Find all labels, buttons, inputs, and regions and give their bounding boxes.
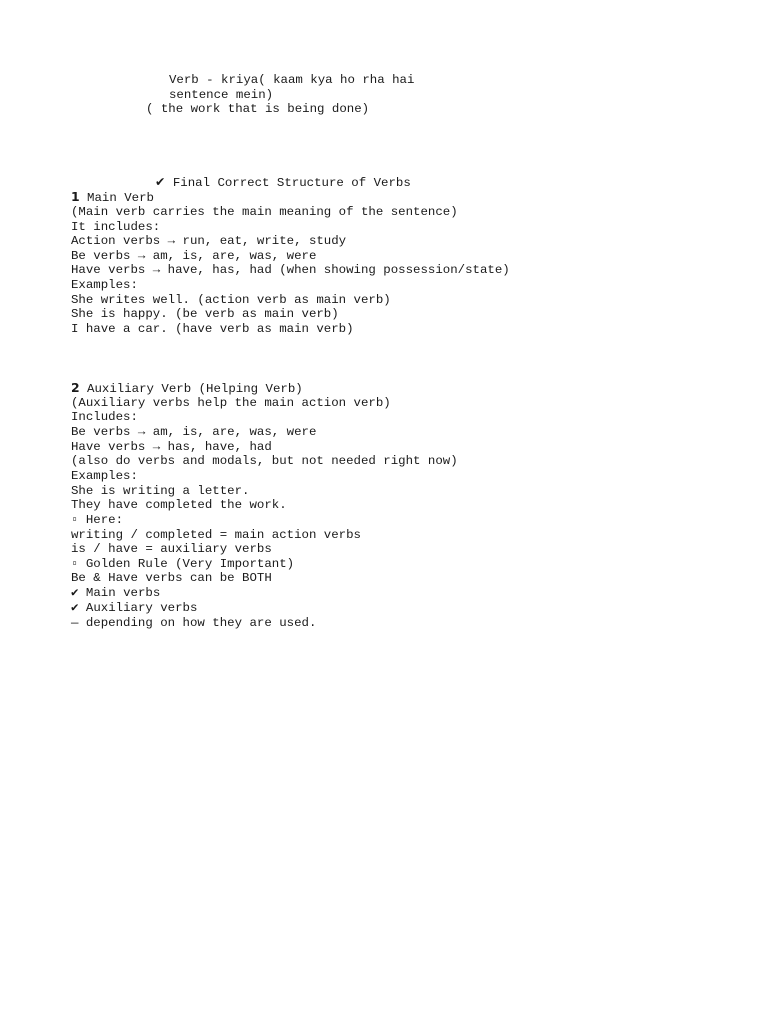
auxiliary-verb-line: Be & Have verbs can be BOTH [71, 571, 272, 585]
auxiliary-verb-line: (Auxiliary verbs help the main action verb) [71, 396, 391, 410]
main-verb-line: Examples: [71, 278, 138, 292]
auxiliary-verb-line: ✔ Main verbs [71, 586, 161, 600]
main-verb-line: She is happy. (be verb as main verb) [71, 307, 339, 321]
header-line-1: Verb - kriya( kaam kya ho rha hai [169, 73, 415, 87]
main-verb-line: She writes well. (action verb as main verb) [71, 293, 391, 307]
auxiliary-verb-line: ▫ Here: [71, 513, 124, 527]
auxiliary-verb-line: is / have = auxiliary verbs [71, 542, 272, 556]
auxiliary-verb-line: ✔ Auxiliary verbs [71, 601, 198, 615]
auxiliary-verb-line: — depending on how they are used. [71, 616, 317, 630]
auxiliary-verb-line: ▫ Golden Rule (Very Important) [71, 557, 295, 571]
main-verb-heading [71, 190, 154, 206]
auxiliary-verb-line: (also do verbs and modals, but not needed right now) [71, 454, 458, 468]
auxiliary-verb-heading [71, 381, 303, 397]
auxiliary-verb-title: Auxiliary Verb (Helping Verb) [79, 382, 303, 396]
header-line-3: ( the work that is being done) [146, 102, 370, 116]
section-title-text: Final Correct Structure of Verbs [165, 176, 411, 190]
check-icon: ✔ [155, 174, 166, 189]
auxiliary-verb-line: She is writing a letter. [71, 484, 250, 498]
auxiliary-verb-line: Examples: [71, 469, 138, 483]
auxiliary-verb-line: Includes: [71, 410, 138, 424]
main-verb-line: Have verbs → have, has, had (when showing possession/state) [71, 263, 510, 277]
main-verb-title: Main Verb [79, 191, 154, 205]
main-verb-line: I have a car. (have verb as main verb) [71, 322, 354, 336]
section-title [155, 175, 411, 191]
auxiliary-verb-line: They have completed the work. [71, 498, 287, 512]
number-two-icon: 2 [71, 380, 80, 395]
auxiliary-verb-line: writing / completed = main action verbs [71, 528, 361, 542]
number-one-icon: 1 [71, 189, 80, 204]
auxiliary-verb-line: Be verbs → am, is, are, was, were [71, 425, 317, 439]
main-verb-line: Action verbs → run, eat, write, study [71, 234, 347, 248]
main-verb-line: (Main verb carries the main meaning of the sentence) [71, 205, 458, 219]
main-verb-line: It includes: [71, 220, 161, 234]
auxiliary-verb-line: Have verbs → has, have, had [71, 440, 272, 454]
main-verb-line: Be verbs → am, is, are, was, were [71, 249, 317, 263]
header-line-2: sentence mein) [169, 88, 274, 102]
